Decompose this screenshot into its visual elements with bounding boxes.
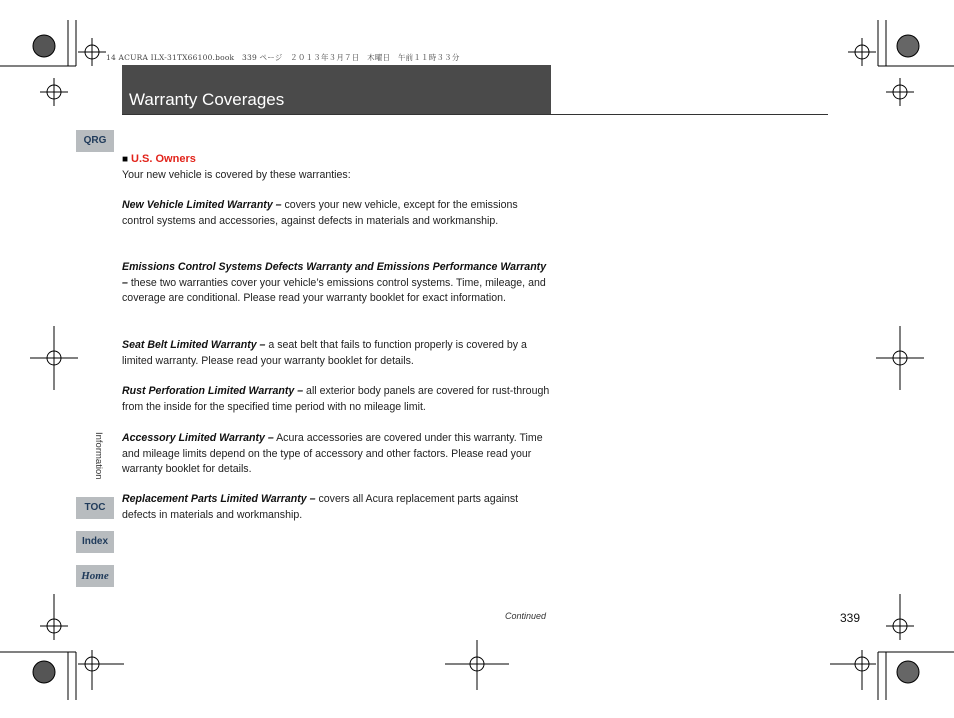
intro-text: Your new vehicle is covered by these warranties: (122, 169, 351, 181)
warranty-text: covers all Acura replacement parts against defects in materials and workmanship. (122, 493, 519, 521)
title-divider (122, 114, 828, 115)
warranty-name: Seat Belt Limited Warranty – (122, 339, 266, 351)
warranty-item (122, 384, 552, 415)
warranty-item (122, 492, 552, 523)
print-header: 14 ACURA ILX-31TX66100.book 339 ページ ２０１３年３月７日 木曜日 午前１１時３３分 (106, 53, 460, 62)
warranty-item (122, 198, 552, 229)
section-heading (122, 153, 196, 165)
warranty-name: Emissions Control Systems Defects Warranty and Emissions Performance Warranty – (122, 261, 547, 289)
section-heading-text: U.S. Owners (131, 153, 196, 165)
warranty-text: these two warranties cover your vehicle’s emissions control systems. Time, mileage, and coverage are conditional. Please read your warranty booklet for exact information. (122, 276, 546, 305)
warranty-item (122, 431, 552, 478)
warranty-text: Acura accessories are covered under this warranty. Time and mileage limits depend on the type of accessory and other factors. Please read your warranty booklet for details. (122, 432, 543, 476)
warranty-text: all exterior body panels are covered for rust-through from the inside for the specified time period with no mileage limit. (122, 385, 550, 413)
index-button[interactable]: Index (76, 531, 114, 553)
warranty-text: covers your new vehicle, except for the emissions control systems and accessories, against defects in materials and workmanship. (122, 199, 518, 227)
qrg-button[interactable]: QRG (76, 130, 114, 152)
warranty-name: Accessory Limited Warranty – (122, 432, 274, 444)
warranty-item (122, 338, 552, 369)
warranty-name: New Vehicle Limited Warranty – (122, 199, 282, 211)
section-label: Information (93, 432, 104, 480)
square-bullet-icon: ■ (122, 154, 129, 165)
warranty-name: Rust Perforation Limited Warranty – (122, 385, 304, 397)
page-title: Warranty Coverages (129, 90, 285, 109)
warranty-name: Replacement Parts Limited Warranty – (122, 493, 316, 505)
toc-button[interactable]: TOC (76, 497, 114, 519)
continued-label: Continued (505, 611, 547, 621)
page-number: 339 (840, 611, 861, 625)
home-button[interactable]: Home (76, 565, 114, 587)
warranty-text: a seat belt that fails to function properly is covered by a limited warranty. Please read your warranty booklet for details. (122, 339, 527, 367)
warranty-item (122, 260, 552, 307)
